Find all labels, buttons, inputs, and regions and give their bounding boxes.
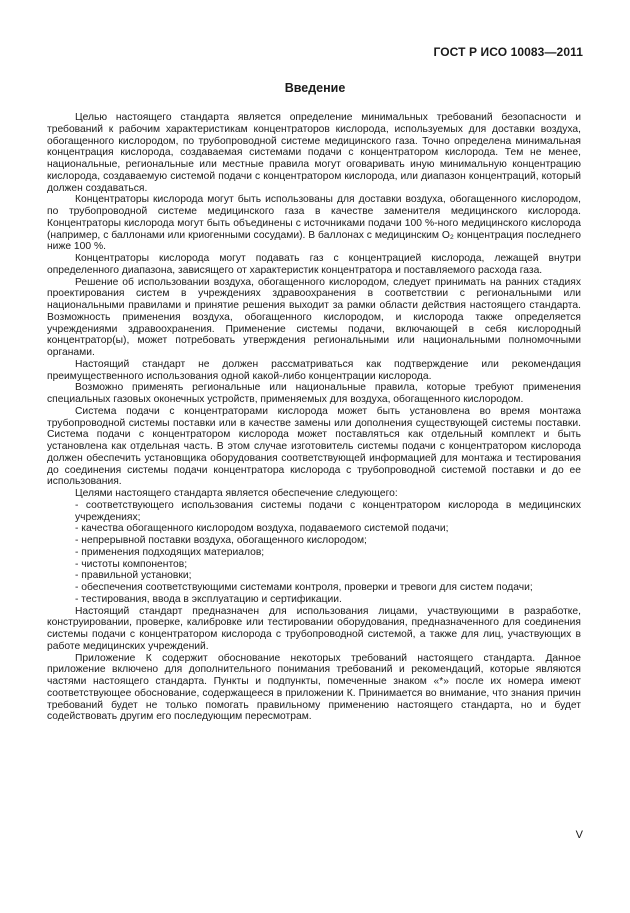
paragraph: Настоящий стандарт предназначен для использования лицами, участвующими в разработке, конструировании, проверке, калибровке или тестировании оборудования, предназначенного для соединения системы подачи с концентратором кислорода с трубопроводной системой, а также для лиц, участвующих в работе медицинских учреждений. <box>47 605 581 652</box>
list-item: - непрерывной поставки воздуха, обогащенного кислородом; <box>75 535 367 546</box>
paragraph: Система подачи с концентраторами кислорода может быть установлена во время монтажа трубопроводной системы поставки или в качестве замены или дополнения существующей системы поставки. Система подачи с концентратором кислорода может поставляться как отдельный комплект и быть установлена как отдельная часть. В этом случае изготовитель системы подачи с концентратором кислорода должен обеспечить установщика оборудования соответствующей информацией для монтажа и тестирования до соединения системы подачи концентратора кислорода с трубопроводной системой поставки и до ее использования. <box>47 405 581 488</box>
standard-id-header: ГОСТ Р ИСО 10083—2011 <box>433 45 583 59</box>
list-item: - обеспечения соответствующими системами контроля, проверки и тревоги для систем подачи; <box>75 582 533 593</box>
list-item: - применения подходящих материалов; <box>75 546 265 558</box>
paragraph: Концентраторы кислорода могут быть использованы для доставки воздуха, обогащенного кислородом, по трубопроводной системе медицинского газа в качестве заменителя медицинского кислорода. Концентраторы кислорода могут быть объединены с источниками подачи 100 %-ного медицинского кислорода (например, с баллонами или криогенными сосудами). В баллонах с медицинским O₂ концентрация последнего ниже 100 %. <box>47 194 581 253</box>
paragraph: Целью настоящего стандарта является определение минимальных требований безопасности и требований к рабочим характеристикам концентраторов кислорода, используемых для доставки воздуха, обогащенного кислородом, по трубопроводной системе медицинского газа. Точно определена минимальная концентрация кислорода, создаваемая системами подачи с концентратором кислорода. Тем не менее, национальные, региональные или местные правила могут оговаривать иную минимальную концентрацию кислорода, создаваемую системой подачи с концентратором кислорода, или диапазон концентраций, который должен создаваться. <box>47 112 581 194</box>
list-item: - качества обогащенного кислородом воздуха, подаваемого системой подачи; <box>75 523 449 535</box>
paragraph: Возможно применять региональные или национальные правила, которые требуют применения специальных газовых оконечных устройств, применяемых для воздуха, обогащенного кислородом. <box>47 382 581 405</box>
list-item: - тестирования, ввода в эксплуатацию и сертификации. <box>75 593 342 605</box>
list-item: - чистоты компонентов; <box>75 558 188 570</box>
paragraph: Концентраторы кислорода могут подавать газ с концентрацией кислорода, лежащей внутри определенного диапазона, зависящего от характеристик концентратора и поставляемого расхода газа. <box>47 253 581 276</box>
page-number: V <box>575 829 583 841</box>
paragraph: Целями настоящего стандарта является обеспечение следующего: <box>75 488 398 499</box>
paragraph: Настоящий стандарт не должен рассматриваться как подтверждение или рекомендация преимущественного использования одной какой-либо концентрации кислорода. <box>47 358 581 382</box>
document-body <box>47 112 581 723</box>
list-item: - соответствующего использования системы подачи с концентратором кислорода в медицинских учреждениях; <box>75 499 581 523</box>
paragraph: Решение об использовании воздуха, обогащенного кислородом, следует принимать на ранних стадиях проектирования систем в учреждениях здравоохранения в соответствии с региональными или национальными правилами и принятие решения выходит за рамки области действия настоящего стандарта. Возможность применения воздуха, обогащенного кислородом, и кислорода также определяется учреждениями здравоохранения. Применение системы подачи, включающей в себя кислородный концентратор(ы), может потребовать утверждения региональными или национальными полномочными органами. <box>47 276 581 358</box>
list-item: - правильной установки; <box>75 570 192 582</box>
objectives-list <box>47 500 581 606</box>
paragraph: Приложение К содержит обоснование некоторых требований настоящего стандарта. Данное приложение включено для дополнительного понимания требований и рекомендаций, которые являются частями настоящего стандарта. Пункты и подпункты, помеченные знаком «*» после их номера имеют соответствующее обоснование, содержащееся в приложении К. Принимается во внимание, что знания причин требований будет не только помогать правильному применению настоящего стандарта, но и будет содействовать другим его последующим пересмотрам. <box>47 652 581 723</box>
section-title: Введение <box>284 81 346 95</box>
